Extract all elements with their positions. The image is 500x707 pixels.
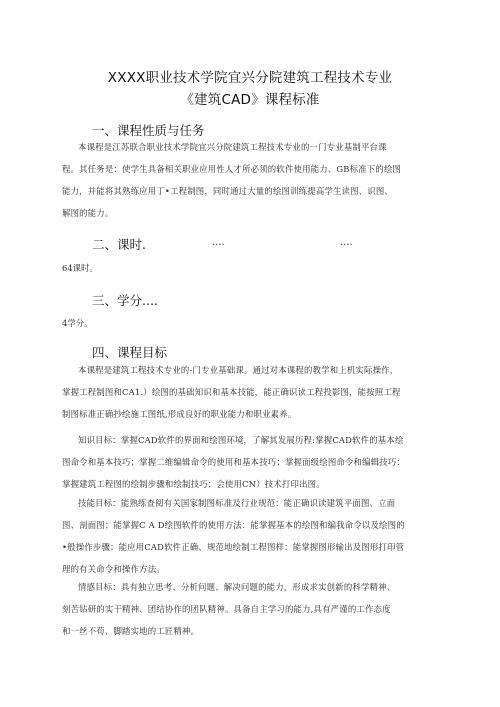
paragraph-line: 图命令和基本技巧；掌握二维编辑命令的使用和基本技巧；掌握面级绘图命令和编辑技巧：: [62, 457, 405, 467]
paragraph-line: 本课程是江苏联合职业技术学院宜兴分院建筑工程技术专业的一门专业基制平台课: [78, 142, 387, 152]
paragraph-line: 掌握工程制图和CA1.）绘图的基础知识和基本技能，能正确识读工程投影图，能按照工程: [62, 387, 401, 397]
paragraph-line: 程。其任务是：使学生具备相关职业应用性人才所必须的软件使用能力、GB标准下的绘图: [62, 164, 402, 174]
paragraph-line: 技能目标：能熟练查阅有关国家制图标准及行业规范：能正确识读建筑平面图、立面: [78, 498, 396, 508]
objectives-intro-paragraph: [62, 359, 442, 425]
section-body-nature-task: [62, 136, 442, 224]
leader-dots: ....: [340, 237, 353, 248]
section-heading-hours: 二、课时.: [92, 237, 146, 252]
affective-objectives-paragraph: [62, 576, 442, 642]
section-heading-credits: 三、学分....: [92, 293, 158, 308]
paragraph-line: 制图标准正确抄绘施工图纸,形成良好的职业能力和职业素养。: [62, 409, 297, 419]
credits-value: 4学分。: [62, 318, 93, 328]
paragraph-line: 刻苦钻研的实干精神、团结协作的团队精神。具备自主学习的能力,具有严谨的工作态度: [62, 604, 391, 614]
section-heading-objectives: 四、课程目标: [92, 345, 168, 360]
paragraph-line: 掌握建筑工程图的绘制步骤和绘制技巧；会使用CN）技术打印出图。: [62, 479, 325, 489]
hours-value: 64课时。: [62, 263, 98, 273]
paragraph-line: 解图的能力。: [62, 208, 114, 218]
paragraph-line: •般操作步骤；能应用CAD软件正确、规范地绘制工程图样：能掌握图形输出及图形打印管: [62, 542, 405, 552]
paragraph-line: 知识目标：掌握CAD软件的界面和绘图环境，了解其发展历程:掌握CAD软件的基本绘: [78, 435, 404, 445]
knowledge-objectives-paragraph: [62, 429, 442, 495]
paragraph-line: 图、剖面图；能掌握C A D绘图软件的使用方法：能掌握基本的绘图和编我命令以及绘图的: [62, 520, 405, 530]
paragraph-line: 和一丝不苟、脚踏实地的工匠精神。: [62, 626, 200, 636]
leader-dots: ....: [212, 237, 225, 248]
paragraph-line: 能力，并能将其熟练应用丁•工程制图，同时通过大量的绘图训练提高学生读图、识图、: [62, 186, 393, 196]
section-heading-nature-task: 一、课程性质与任务: [92, 123, 205, 138]
paragraph-line: 本课程是建筑工程技术专业的-门专业基础课。通过对本课程的教学和上机实际操作，: [78, 365, 399, 375]
skill-objectives-paragraph: [62, 492, 442, 580]
document-title-line2: 《建筑CAD》课程标准: [180, 92, 320, 108]
document-title-line1: XXXX职业技术学院宜兴分院建筑工程技术专业: [107, 70, 393, 86]
paragraph-line: 情感目标：具有独立思考、分析问题、解决问题的能力，形成求实创新的科学精神、: [78, 582, 396, 592]
paragraph-line: 理的有关命令和操作方法。: [62, 564, 165, 574]
